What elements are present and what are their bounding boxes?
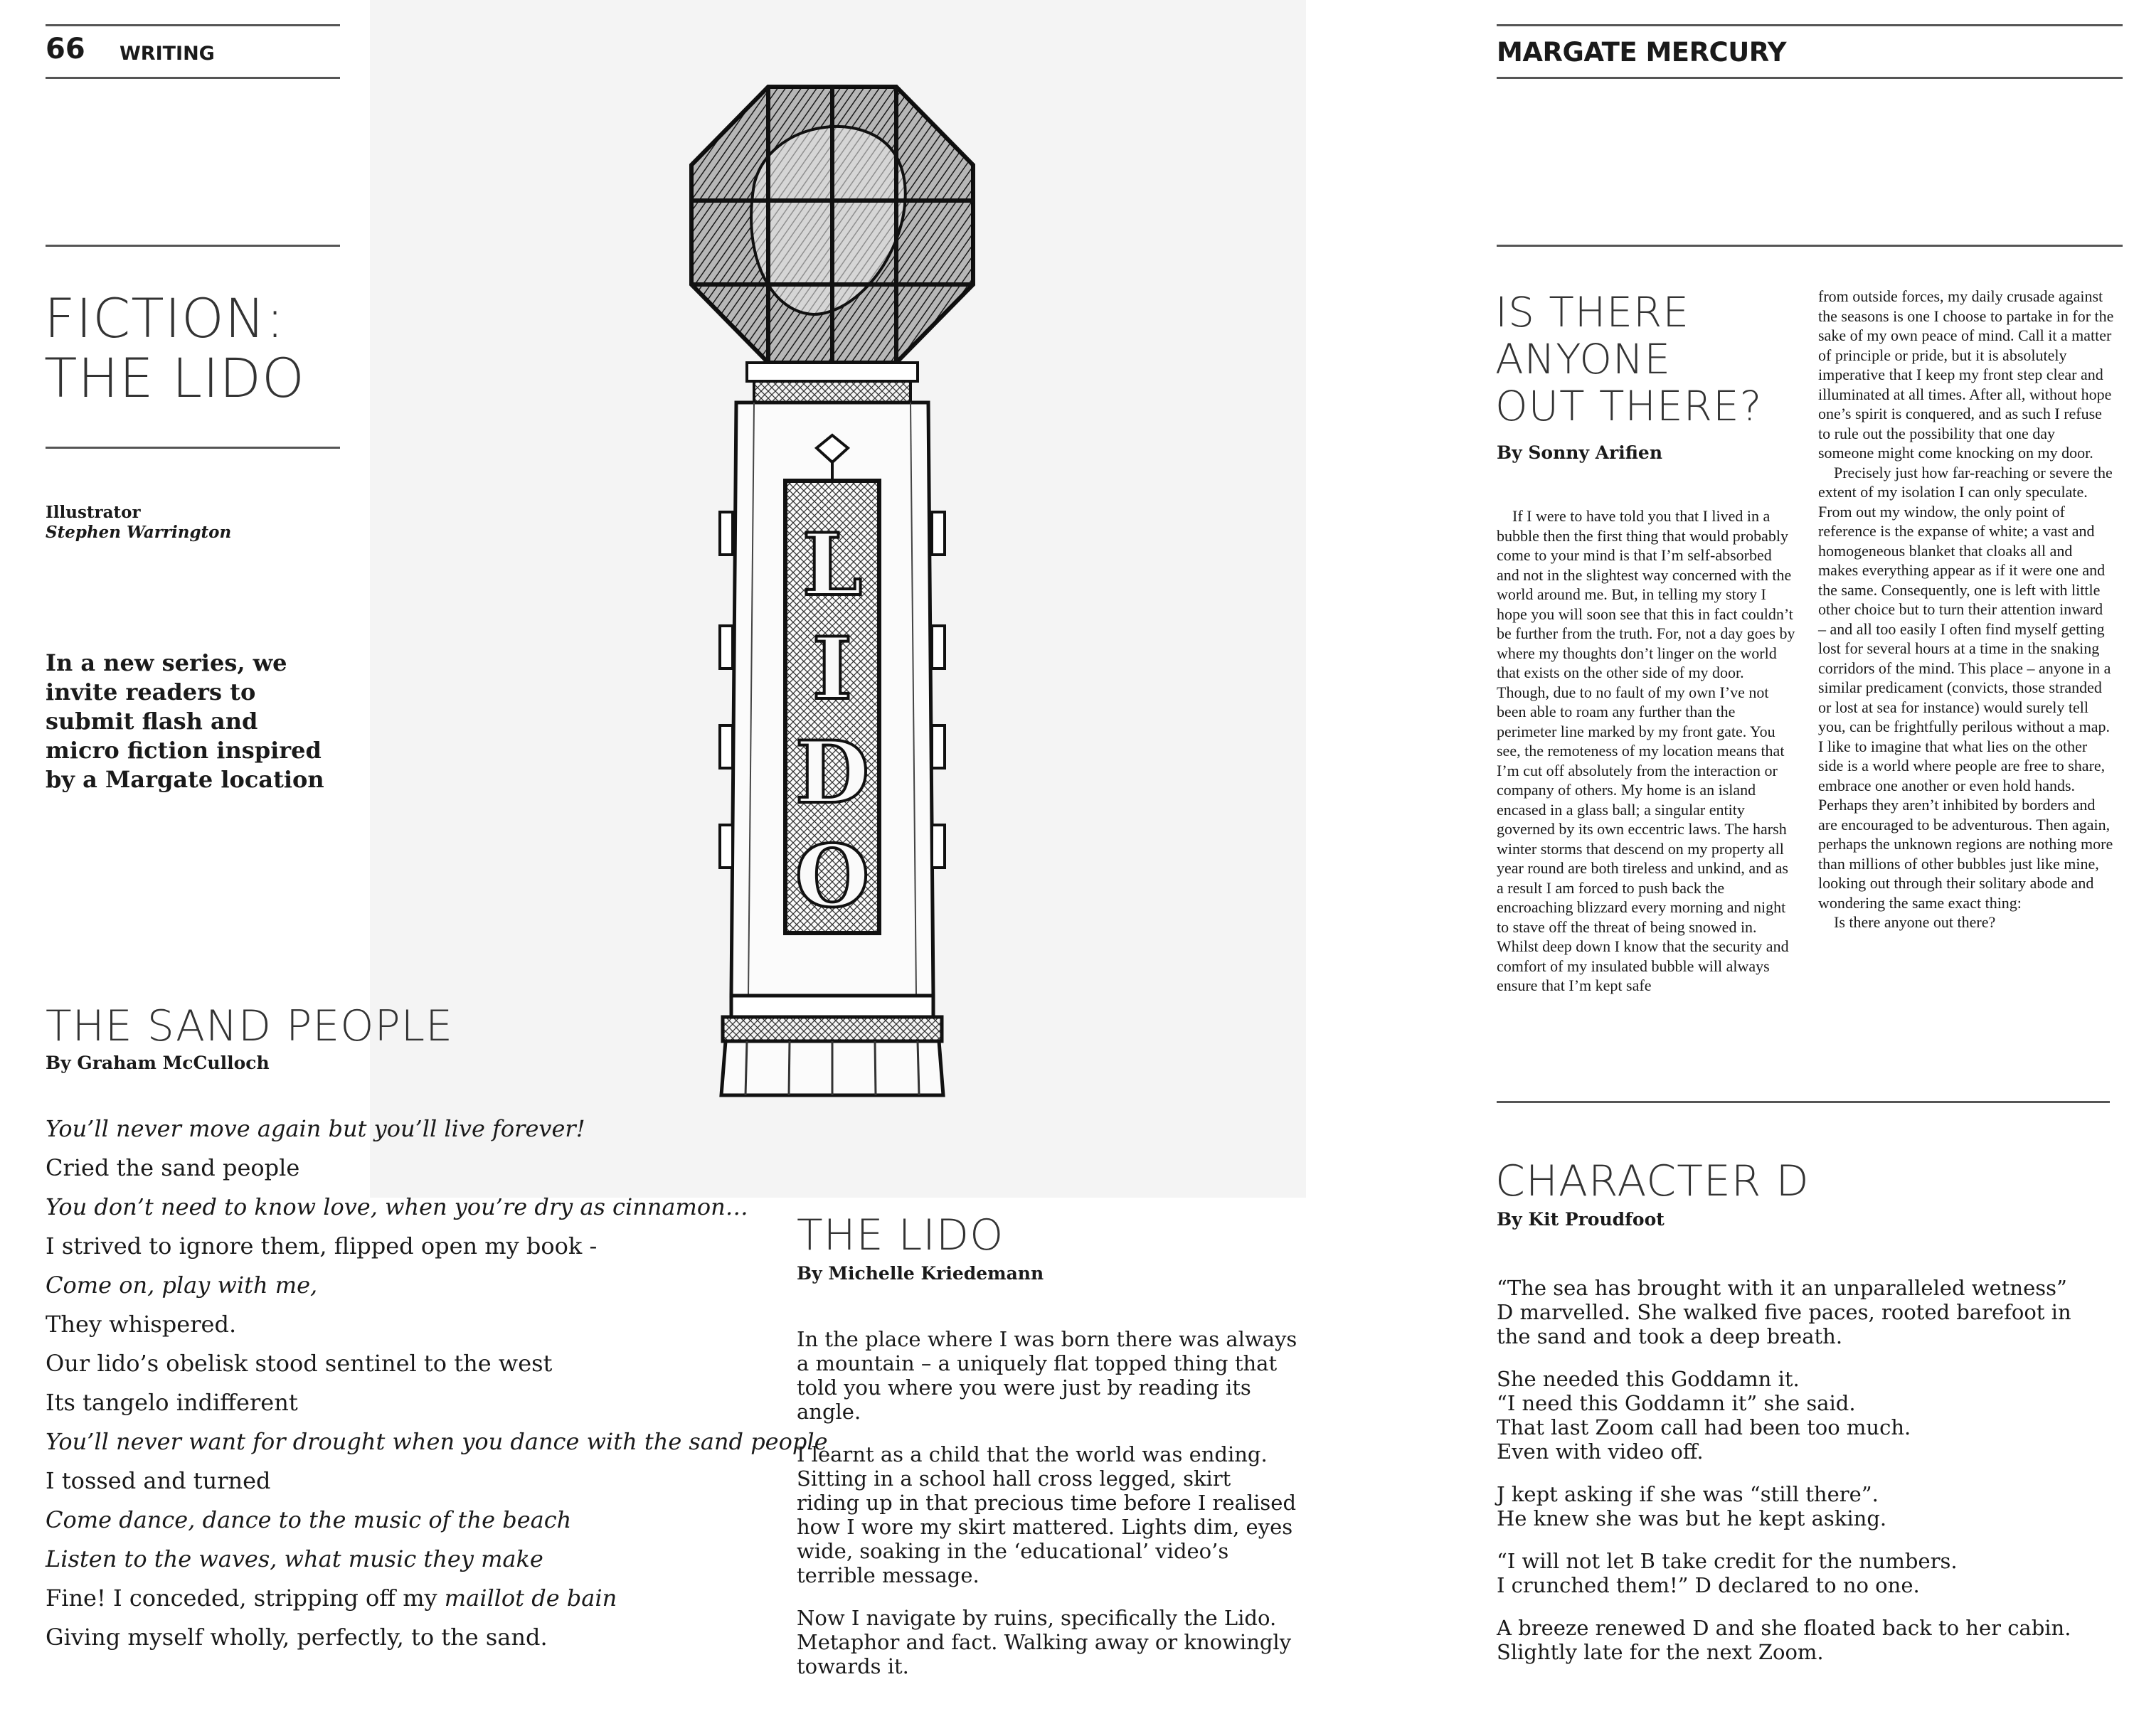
the-lido-text (797, 1327, 1298, 1697)
character-d-text (1497, 1276, 2087, 1683)
lantern-globe (691, 87, 973, 363)
poem-line: Giving myself wholly, perfectly, to the sand. (46, 1624, 548, 1651)
poem-line: Come dance, dance to the music of the beach (46, 1506, 572, 1533)
character-d-paragraph: “I will not let B take credit for the numbers. I crunched them!” D declared to no one. (1497, 1549, 1958, 1597)
poem-line: You’ll never want for drought when you dance with the sand people (46, 1428, 828, 1455)
lido-paragraph: I learnt as a child that the world was ending. Sitting in a school hall cross legged, skirt riding up in that precious time before I realised how I wore my skirt mattered. Lights dim, eyes wide, soaking in the ‘educational’ video’s terrible message. (797, 1442, 1297, 1587)
poem-line: Listen to the waves, what music they make (46, 1545, 543, 1572)
intro-rule-bottom (46, 447, 340, 449)
poem-line: Its tangelo indifferent (46, 1389, 298, 1416)
character-d-paragraph: J kept asking if she was “still there”. He knew she was but he kept asking. (1497, 1482, 1887, 1530)
illustration-panel (370, 0, 1306, 1198)
anyone-column-1: If I were to have told you that I lived in a bubble then the first thing that would probably come to your mind is that I’m self-absorbed and not in the slightest way concerned with the world around me. But, in telling my story I hope you will soon see that this in fact couldn’t be further from the truth. For, not a day goes by where my thoughts don’t linger on the world that exists on the other side of my door. Though, due to no fault of my own I’ve not been able to roam any further than the perimeter line marked by my front gate. You see, the remoteness of my location means that I’m cut off absolutely from the interaction or company of others. My home is an island encased in a glass ball; a singular entity governed by its own eccentric laws. The harsh winter storms that descend on my property all year round are both tireless and unkind, and as a result I am forced to push back the encroaching blizzard every morning and night to stave off the threat of being snowed in. Whilst deep down I know that the security and comfort of my insulated bubble will always ensure that I’m kept safe (1497, 507, 1795, 994)
illustrator-name: Stephen Warrington (46, 523, 232, 542)
right-section-rule (1497, 245, 2123, 247)
intro-rule-top (46, 245, 340, 247)
publication-name: MARGATE MERCURY (1497, 37, 1787, 68)
poem-line: You don’t need to know love, when you’re dry as cinnamon… (46, 1193, 748, 1220)
sand-people-poem (46, 1109, 828, 1657)
sign-letter-i: I (812, 619, 853, 719)
character-d-paragraph: “The sea has brought with it an unparalleled wetness” D marvelled. She walked five paces, rooted barefoot in the sand and took a deep breath. (1497, 1276, 2071, 1348)
poem-line-fine: Fine! I conceded, stripping off my maillot de bain (46, 1585, 617, 1612)
anyone-column-2: from outside forces, my daily crusade against the seasons is one I choose to partake in for the sake of my own peace of mind. Call it a matter of principle or pride, but it is absolutely imperative that I keep my front step clear and illuminated at all times. After all, without hope one’s spirit is conquered, and as such I refuse to rule out the possibility that one day someone might come knocking on my door. Precisely just how far-reaching or severe the extent of my isolation I can only speculate. From out my window, the only point of reference is the expanse of white; a vast and homogeneous blanket that cloaks all and makes everything appear as if it were one and the same. Consequently, one is left with little other choice but to turn their attention inward – and all too easily I often find myself getting lost for several hours at a time in the snaking corridors of the mind. This place – anyone in a similar predicament (convicts, those stranded or lost at sea for instance) would surely tell you, can be frightfully perilous without a map. I like to imagine that what lies on the other side is a world where people are free to share, embrace one another or even hold hands. Perhaps they aren’t inhibited by borders and are encouraged to be adventurous. Then again, perhaps the unknown regions are nothing more than millions of other bubbles just like mine, looking out through their solitary abode and wondering the same exact thing: Is there anyone out there? (1818, 287, 2114, 931)
the-lido-title: THE LIDO (797, 1210, 1004, 1260)
right-header-rule-bottom (1497, 77, 2123, 79)
poem-line: Cried the sand people (46, 1154, 300, 1181)
right-header-rule-top (1497, 24, 2123, 26)
sign-letter-l: L (802, 515, 863, 615)
poem-line: I strived to ignore them, flipped open my book - (46, 1232, 598, 1260)
sign-letter-d: D (795, 723, 870, 823)
anyone-byline: By Sonny Arifien (1497, 442, 1662, 463)
header-rule-top (46, 24, 340, 26)
poem-line: You’ll never move again but you’ll live forever! (46, 1115, 585, 1142)
character-d-title: CHARACTER D (1495, 1156, 1810, 1206)
poem-line: I tossed and turned (46, 1467, 271, 1494)
poem-line: Our lido’s obelisk stood sentinel to the west (46, 1350, 553, 1377)
section-label: WRITING (120, 43, 215, 65)
poem-line: They whispered. (46, 1311, 237, 1338)
illustrator-label: Illustrator (46, 503, 141, 522)
lido-paragraph: Now I navigate by ruins, specifically the Lido. Metaphor and fact. Walking away or knowingly towards it. (797, 1606, 1292, 1678)
lido-paragraph: In the place where I was born there was always a mountain – a uniquely flat topped thing that told you where you were just by reading its angle. (797, 1327, 1297, 1424)
anyone-title: IS THERE ANYONE OUT THERE? (1495, 288, 1763, 430)
header-rule-bottom (46, 77, 340, 79)
lido-obelisk-drawing (370, 0, 1306, 1198)
sand-people-title: THE SAND PEOPLE (46, 1001, 453, 1051)
standfirst: In a new series, we invite readers to submit flash and micro fiction inspired by a Margate location (46, 649, 324, 793)
poem-line: Come on, play with me, (46, 1272, 318, 1299)
character-d-paragraph: She needed this Goddamn it. “I need this Goddamn it” she said. That last Zoom call had been too much. Even with video off. (1497, 1367, 1911, 1464)
the-lido-byline: By Michelle Kriedemann (797, 1263, 1044, 1284)
character-d-paragraph: A breeze renewed D and she floated back to her cabin. Slightly late for the next Zoom. (1497, 1616, 2071, 1664)
sand-people-byline: By Graham McCulloch (46, 1053, 270, 1073)
character-d-byline: By Kit Proudfoot (1497, 1209, 1665, 1230)
page-number: 66 (46, 33, 85, 65)
page-title: FICTION: THE LIDO (44, 287, 305, 410)
sign-letter-o: O (795, 826, 870, 927)
right-section-rule-2 (1497, 1101, 2110, 1103)
